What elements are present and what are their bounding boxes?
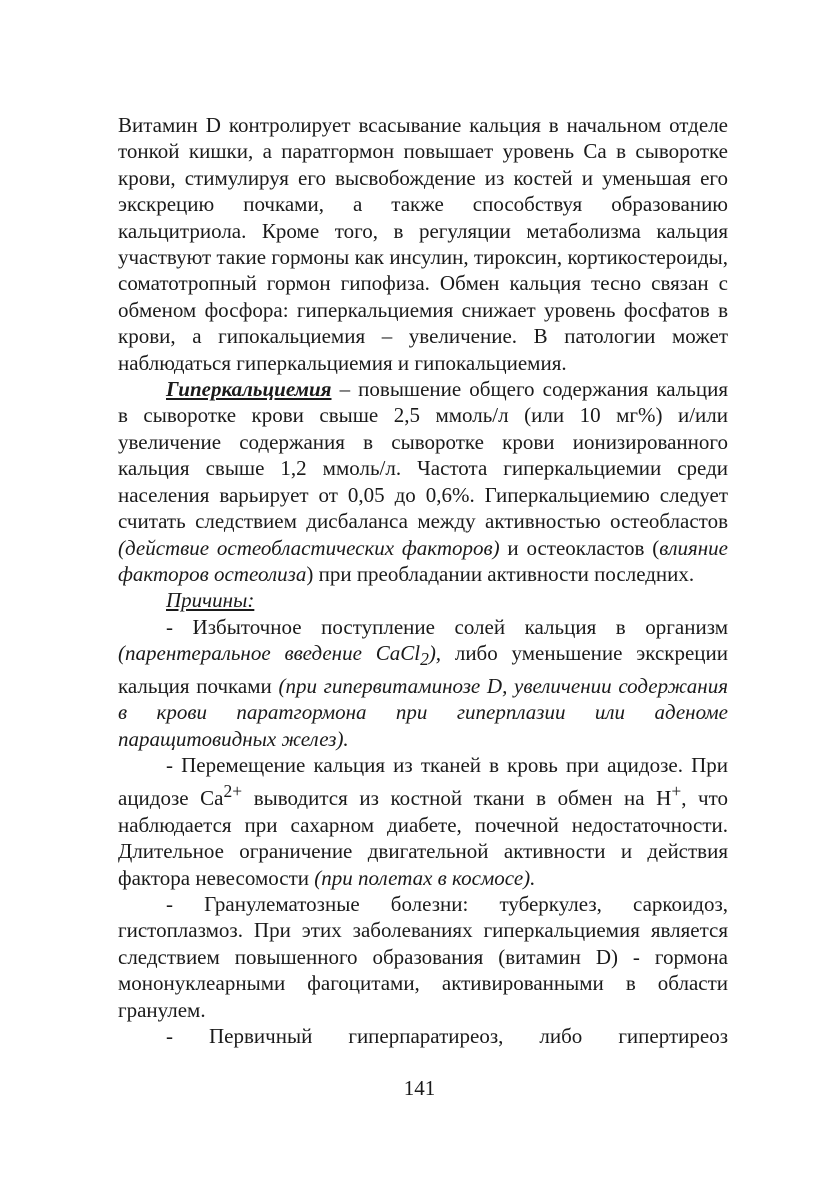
paragraph-text: выводится из костной ткани в обмен на Н — [242, 786, 672, 811]
causes-heading-row — [118, 587, 728, 613]
paragraph-text: - Первичный гиперпаратиреоз, либо гипертиреоз — [166, 1024, 728, 1048]
paragraph-text: - Избыточное поступление солей кальция в организм — [166, 614, 728, 639]
paragraph-text: и остеокластов ( — [499, 535, 660, 560]
page-number: 141 — [403, 1076, 436, 1100]
superscript: + — [671, 781, 682, 802]
paragraph-text: - Гранулематозные болезни: туберкулез, саркоидоз, гистоплазмоз. При этих заболеваниях гиперкальциемия является следствием повышенного образования (витамин D) - гормона мононуклеарными фагоцитами, активированными в области гранулем. — [118, 891, 728, 1022]
paragraph-cause-acidosis — [118, 752, 728, 891]
paragraph-text: – повышение общего содержания кальция в сыворотке крови свыше 2,5 ммоль/л (или 10 мг%) и/или увеличение содержания в сыворотке крови ионизированного кальция свыше 1,2 ммоль/л. Частота гиперкальциемии среди населения варьирует от 0,05 до 0,6%. Гиперкальциемию следует считать следствием дисбаланса между активностью остеобластов — [118, 377, 728, 534]
page-body — [118, 112, 728, 1049]
italic-phrase: влияние факторов остеолиза — [118, 535, 728, 586]
italic-phrase: (при гипервитаминозе D, увеличении содержания в крови паратгормона при гиперплазии или аденоме паращитовидных желез). — [118, 673, 728, 751]
subscript: 2 — [420, 649, 429, 670]
causes-heading: Причины: — [166, 588, 255, 613]
italic-phrase: (парентеральное введение CaCl — [118, 641, 421, 666]
paragraph-text: , что наблюдается при сахарном диабете, почечной недостаточности. Длительное ограничение двигательной активности и действия фактора невесомости — [118, 786, 728, 890]
term-hypercalcemia: Гиперкальциемия — [166, 377, 332, 402]
italic-phrase: (при полетах в космосе). — [314, 865, 536, 890]
paragraph-text: - Перемещение кальция из тканей в кровь при ацидозе. При ацидозе Са — [118, 752, 728, 811]
paragraph-text: ) при преобладании активности последних. — [306, 561, 695, 586]
paragraph-text: Витамин D контролирует всасывание кальция в начальном отделе тонкой кишки, а паратгормон повышает уровень Са в сыворотке крови, стимулируя его высвобождение из костей и уменьшая его экскрецию почками, а также способствуя образованию кальцитриола. Кроме того, в регуляции метаболизма кальция участвуют такие гормоны как инсулин, тироксин, кортикостероиды, соматотропный гормон гипофиза. Обмен кальция тесно связан с обменом фосфора: гиперкальциемия снижает уровень фосфатов в крови, а гипокальциемия – увеличение. В патологии может наблюдаться гиперкальциемия и гипокальциемия. — [118, 113, 728, 375]
italic-phrase: (действие остеобластических факторов) — [118, 535, 500, 560]
italic-phrase: ), — [428, 641, 442, 666]
paragraph-cause-hyperparathyroidism — [118, 1023, 728, 1049]
paragraph-cause-granulomatous — [118, 891, 728, 1023]
paragraph-text: либо уменьшение экскреции кальция почками — [118, 641, 728, 698]
paragraph-hypercalcemia-definition — [118, 376, 728, 587]
superscript: 2+ — [223, 781, 243, 802]
paragraph-cause-excess-intake — [118, 614, 728, 752]
paragraph-vitamin-d — [118, 112, 728, 376]
